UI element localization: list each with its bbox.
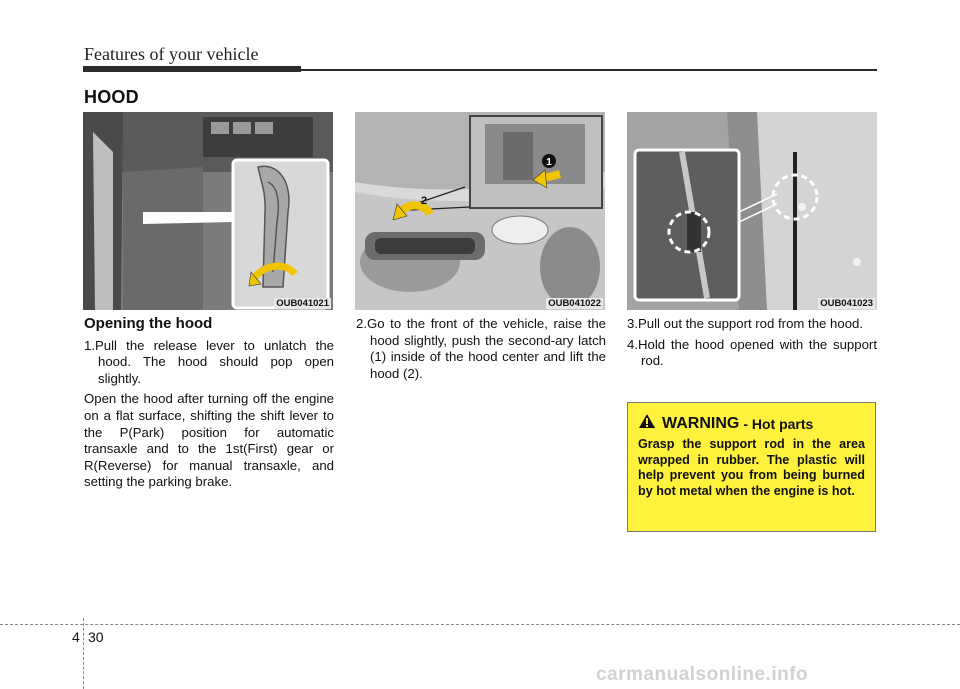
header-rule-thick xyxy=(83,66,301,72)
warning-subtitle: - Hot parts xyxy=(743,415,814,432)
warning-title: WARNING xyxy=(662,414,740,432)
figure-support-rod xyxy=(627,112,877,310)
figure-code: OUB041022 xyxy=(548,298,601,309)
figure-code: OUB041023 xyxy=(820,298,873,309)
step-1: 1.Pull the release lever to unlatch the hood. The hood should pop open slightly. xyxy=(84,337,334,386)
watermark: carmanualsonline.info xyxy=(596,664,809,685)
header-rule-thin xyxy=(301,69,877,71)
footer-rule xyxy=(0,624,960,625)
running-header: Features of your vehicle xyxy=(84,44,259,64)
figure-release-lever xyxy=(83,112,333,310)
figure-code: OUB041021 xyxy=(276,298,329,309)
callout-1: 1 xyxy=(546,157,552,168)
column-2 xyxy=(356,316,606,386)
step-3: 3.Pull out the support rod from the hood. xyxy=(627,316,864,331)
page-number: 30 xyxy=(88,629,104,645)
section-title: HOOD xyxy=(84,87,139,107)
body-paragraph: Open the hood after turning off the engine on a flat surface, shifting the shift lever to the P(Park) position for automatic transaxle and to the 1st(First) gear or R(Reverse) for manual transaxle, and setting the parking brake. xyxy=(84,391,334,490)
figure-secondary-latch xyxy=(355,112,605,310)
step-4: 4.Hold the hood opened with the support rod. xyxy=(627,336,877,369)
warning-text: Grasp the support rod in the area wrapped in rubber. The plastic will help prevent you from being burned by hot metal when the engine is hot. xyxy=(638,437,865,498)
callout-2: 2 xyxy=(421,195,428,207)
footer-divider xyxy=(83,618,84,689)
warning-box xyxy=(627,402,876,532)
column-1 xyxy=(84,316,334,495)
step-2: 2.Go to the front of the vehicle, raise the hood slightly, push the second-ary latch (1) inside of the hood center and lift the hood (2). xyxy=(356,316,606,381)
subheading: Opening the hood xyxy=(84,315,213,332)
column-3 xyxy=(627,316,877,374)
warning-triangle-icon xyxy=(638,413,656,434)
chapter-number: 4 xyxy=(72,629,80,645)
